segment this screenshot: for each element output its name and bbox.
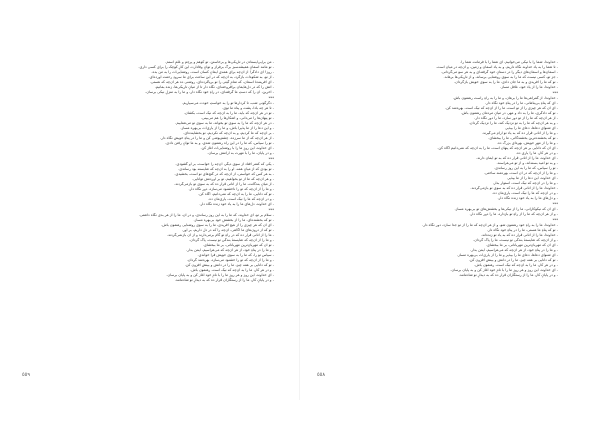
text-line: - تو پنهان‌ها را می‌دانی، و آشکارها را هم می‌بينی.	[200, 116, 274, 120]
text-line: - ای خداوند، اين روز و هر روزِ ما را با نامِ خود آغاز کن و به پايان برسان.	[450, 268, 558, 272]
text-line: - به هر کس که خواستی، از آن‌چه که در گنج‌های تو است، بخشيدی.	[174, 172, 274, 176]
text-line: - و در آن‌چه که ما را نيک است، ياری‌مان ده.	[492, 191, 558, 195]
text-line: - بر آن‌چه که ما کرديم، و به آن‌چه که نکرديم، تو بخشاينده‌ای.	[183, 131, 274, 135]
text-line: - تو که دانايی، ما را به آن‌چه که نمی‌دانيم، آگاه کن.	[198, 192, 274, 196]
text-line: - و ما را از آن‌چه که شايستهٔ بندگیِ تو نيست، پاک گردان.	[189, 238, 274, 242]
text-line: - آخرين، آن را که دستِ ما گرفته‌ای، در راهِ خود نگاه دار، و ما را به منزلِ نيکی برسان.	[145, 90, 274, 94]
text-line: - خداوندا، ما را از ياد خود، غافل مساز.	[500, 85, 558, 89]
text-line: - از ميانِ بندگانت، ما را از آنانی قرار ده که به سوی تو بازمی‌گردند.	[174, 182, 274, 186]
section-mark: ***	[552, 217, 558, 222]
text-line: - ای آن که هر چيزی را از تو است، ما را از آن‌چه که نيک است، بهره‌مند کن.	[445, 106, 558, 110]
text-line: - تو که ما را آفريدی و به ما جان دادی، ما را به سوی خويش بازگردان.	[454, 80, 558, 84]
section-separator	[48, 95, 274, 101]
text-line: - تو که پناهِ ما هستی، ما را در پناهِ خود نگاه دار.	[486, 228, 558, 232]
text-line: - و در هر کار، ما را ياری ده.	[515, 151, 558, 155]
text-line: - ای آن که هر چيزی را از هيچ آفريدی، ما را به سوی روشنايی رهنمون باش.	[161, 223, 274, 227]
text-line: - سلام بر تو، ای خداوند، که ما را به اين روز رساندی، و در آن، ما را از هر بدی نگاه داشتی.	[138, 213, 274, 217]
text-line: - ای که پناهِ بی‌پناهانی، ما را در پناهِ خود نگاه دار.	[485, 101, 558, 105]
text-line: - تو مانند آسمانِ همیشه‌سبز برگ برفراز و توانِ وفادارت اين کارِ کوچک را برای کسی داری.	[138, 65, 274, 69]
text-line: - ای آن که مهربان‌ترين مهربانانی، بر ما ببخشای.	[485, 243, 558, 247]
text-line: - تو که دانايی بر همه چيز، ما را در دانش و بينش افزون کن.	[468, 258, 558, 262]
text-line: - آسمان‌ها و آسمان‌های ديگر را در دستانِ خود گرفته‌ای و به هر سو می‌گردانی.	[440, 70, 558, 74]
text-line: - تا هر چه بادا، پشت و پناه ما توی.	[222, 106, 274, 110]
text-line: - روز! ای دادگر! از آن‌چه برای همه‌یِ ايمانِ کسان است، روشنايی‌ات را به من بده.	[151, 70, 274, 74]
text-line: - تو را سپاس، که ما را به اين روز رساندی.	[494, 166, 558, 170]
text-line: - و در پايانِ کار، ما را از رستگاران قرار ده که به ديدارِ تو شادمانند.	[174, 278, 274, 282]
text-line: - و در هر کار، ما را به آن‌چه که نيک است، رهنمون باش.	[190, 268, 274, 272]
text-line: - و در پايان، ما را با مهرت به آرامش برسان.	[207, 151, 274, 155]
text-line: - ای خداوند، اين روز و هر روزِ ما را با نامِ خود آغاز کن و به پايان برسان.	[166, 273, 274, 277]
text-line: - ای خداوند، ما را از آنانی قرار ده که به تو ايمان دارند.	[476, 156, 558, 160]
text-line: - از هر آن‌چه که از ما سرزده، چشم‌پوشی کن و ما را در پناهِ خويش نگاه دار.	[160, 136, 274, 140]
right-page	[300, 0, 600, 424]
text-line: - تو بودی که از ميانِ همه، او را به آن‌چه که شايسته بود رساندی.	[178, 167, 274, 171]
text-line: - ای آن که دانايی بر هر آن‌چه که پنهان است، ما را به آن‌چه که نمی‌دانيم آگاه کن.	[437, 146, 558, 150]
text-line: - آتش را که در دل‌هایمان برافروخته‌ای، نگاه دار تا از ميانِ تاريکی‌ها، زنده بمانيم.	[154, 85, 274, 89]
text-line: - و از هر آن‌چه که ما را از راهِ تو بازدارد، ما را دور نگاه دار.	[469, 212, 558, 216]
section-mark: ***	[268, 156, 274, 161]
text-line: - و ما را در آن‌چه که نيک است، استوار بدار.	[492, 181, 558, 185]
text-line: - خداوندا، شما را با نيکی می‌خوانيم، ای شما را با فرمانت شما را.	[460, 60, 558, 64]
section-separator	[332, 217, 558, 223]
text-line: - تو که از درون‌های ما آگاهی، آن‌چه را که در دل داريم، بر آور.	[181, 228, 274, 232]
text-line: - تو که دانايی بر همه چيز، ما را در دانش و بينش افزون کن.	[184, 263, 274, 267]
text-line: - و اين دعا را از ما پذيرا باش، و ما را از ياری‌ات بی‌بهره مساز.	[180, 126, 274, 130]
text-line: - تو که بخشنده‌ترين بخشندگانی، ما را ببخشای.	[488, 136, 558, 140]
text-line: - و به هر آن‌چه که ما را به تو نزديک کند، ما را نزديک گردان.	[468, 121, 558, 125]
right-page-number: ٥٥٨	[317, 372, 326, 378]
text-line: - و ما را از آن‌چه که در آن است، بهره‌مند ساختی.	[483, 171, 558, 175]
text-line: - و در آن‌چه که ما را نيک است، ياری‌مان ده.	[208, 197, 274, 201]
text-line: - ای خداوند، اين دعا را از ما بپذير.	[506, 176, 558, 180]
text-line: - و ما را از آن‌چه که تو را ناخشنود می‌سازد، دور نگاه دار.	[188, 187, 274, 191]
section-mark: ***	[268, 95, 274, 100]
section-mark: ***	[552, 90, 558, 95]
text-line: - و ما را در پناهِ خود، از هر آن‌چه که می‌هراسيم، ايمن بدار.	[470, 248, 558, 252]
text-line: - از تو، به شکوه‌ات بازگرد، به آن‌چه که در اين ساعت برای ما سرودِ رحمت آورده‌ای.	[148, 75, 274, 79]
text-line: - تو که دادگری، ما را به داد و مهر، در ميانِ مردمان رهنمون باش.	[460, 111, 558, 115]
section-separator	[48, 156, 274, 162]
text-line: - يکی که کمتر افتاد از سوی ديگر، آن‌چه را خواست، بر او گشودی.	[175, 162, 274, 166]
text-line: - و دل‌های ما را به ياد خود زنده نگاه دار.	[497, 196, 558, 200]
text-line: - تا شما را به ياد خداوند نگاه داريم، و به ياد آسمان و زمين، و آن‌چه در ميان است.	[435, 65, 558, 69]
section-mark: ***	[268, 207, 274, 212]
text-line: - تو در هر آن‌چه که بايد، ما را به آن‌چه که نيک است، بکشان.	[183, 111, 274, 115]
text-line: - سپاس تو را، که ما را به سوی خويش فرا خواندی.	[197, 253, 274, 257]
text-line: - از هر آن‌چه که ما را از تو دور سازد، ما را دور نگاه دار.	[474, 116, 558, 120]
text-line: - تو آن که مهربان‌ترين مهربانانی، بر ما ببخشای.	[202, 243, 274, 247]
text-line: - تو که بخشنده‌ای، ما را از بخششِ خود بی‌بهره مساز.	[193, 218, 274, 222]
section-mark: ***	[552, 201, 558, 206]
text-line: - ای آن که نيکوکارانی، ما را از نيکی‌ها و بخشش‌های تو بی‌بهره مساز.	[454, 207, 558, 211]
text-line: - ای شنوای دعاها، دعای ما را بپذير و ما را از ياری‌ات بی‌بهره مساز.	[456, 253, 558, 257]
right-text-column	[332, 60, 558, 278]
text-line: - و هر آن‌چه که ما از تو بخواهيم، تو بر آوردنش توانايی.	[192, 177, 274, 181]
text-line: - در هر آن‌چه که ما را به سوی تو بخواند، ما به سوی تو می‌شتابيم.	[175, 121, 274, 125]
left-page-number: ٥٥٩	[22, 372, 31, 378]
section-separator	[332, 90, 558, 96]
text-line: - خداوندا، ما را از آنانی قرار ده که به سوی تو بازمی‌گردند.	[470, 186, 558, 190]
left-text-column	[48, 60, 274, 283]
text-line: - جز تو، کسی نيست که ما را به سوی روشنايی برساند، و از تاريکی‌ها برهاند.	[443, 75, 558, 79]
text-line: - من برايی‌ايستادن در تاريکی‌ها و برخاستن، تو کوهم و پرچم و عَلَمِ استم.	[165, 60, 274, 64]
text-line: - و ما را از آن‌چه که تو را خشنود می‌سازد، بهره‌مند گردان.	[186, 258, 274, 262]
text-line: - و ما را از مهرِ خويش، بهره‌ای بزرگ ده.	[496, 141, 558, 145]
text-line: - ما را از آنانی قرار ده که در راهِ تو گام برمی‌دارند و از آن بازنمی‌گردند.	[166, 233, 274, 237]
text-line: - ای خداوند، اين روزِ ما را با روشنايی‌ات آغاز کن.	[200, 146, 274, 150]
text-line: - و به تو اميد بسته‌اند، و از تو می‌هراسند.	[496, 161, 558, 165]
text-line: - و ما را در پناهِ خود، از هر آن‌چه که می‌هراسيم، ايمن بدار.	[186, 248, 274, 252]
text-line: - خداوندا، ما را از آنانی قرار ده که به ياد تو زنده‌اند.	[480, 233, 558, 237]
text-line: - و از آن‌چه که شايستهٔ بندگی تو نيست، ما را پاک گردان.	[473, 238, 558, 242]
section-separator	[332, 201, 558, 207]
section-separator	[48, 207, 274, 213]
text-line: - دگرگونی شب، تا کردارها تو را به خواستِ خودت می‌سپاريم.	[182, 101, 274, 105]
text-line: - و در هر کار، ما را به آن‌چه که نيک است، رهنمون باش.	[474, 263, 558, 267]
text-line: - تو را سپاس، که ما را در اين راه رهنمون شدی، و به ما توانِ رفتن دادی.	[165, 141, 274, 145]
text-line: - و در پايانِ کار، ما را از رستگاران قرار ده که به ديدارِ تو شادمانند.	[458, 273, 558, 277]
text-line: - ای خداوند، دل‌های ما را به ياد خود زنده نگاه دار.	[199, 202, 274, 206]
text-line: - و ما را از آنانی قرار ده که به ياد تو آرام می‌گيرند.	[481, 131, 558, 135]
text-line: - خداوندا، ما را به راهِ خود رهنمون شو، و از هر آن‌چه که ما را از تو جدا سازد، دور نگاه دار.	[422, 223, 558, 227]
text-line: - ای آفرينندهٔ آسمان، که تمامِ گيتی را تو برپاکرده‌ای، روشنی ده هر آن‌چه که هستی.	[149, 80, 274, 84]
text-line: - ای شنوای دعاها، دعای ما را بپذير.	[504, 126, 558, 130]
text-line: - خداوندا، از گمراهی‌ها ما را برهان، و ما را به راهِ راست رهنمون باش.	[452, 96, 558, 100]
